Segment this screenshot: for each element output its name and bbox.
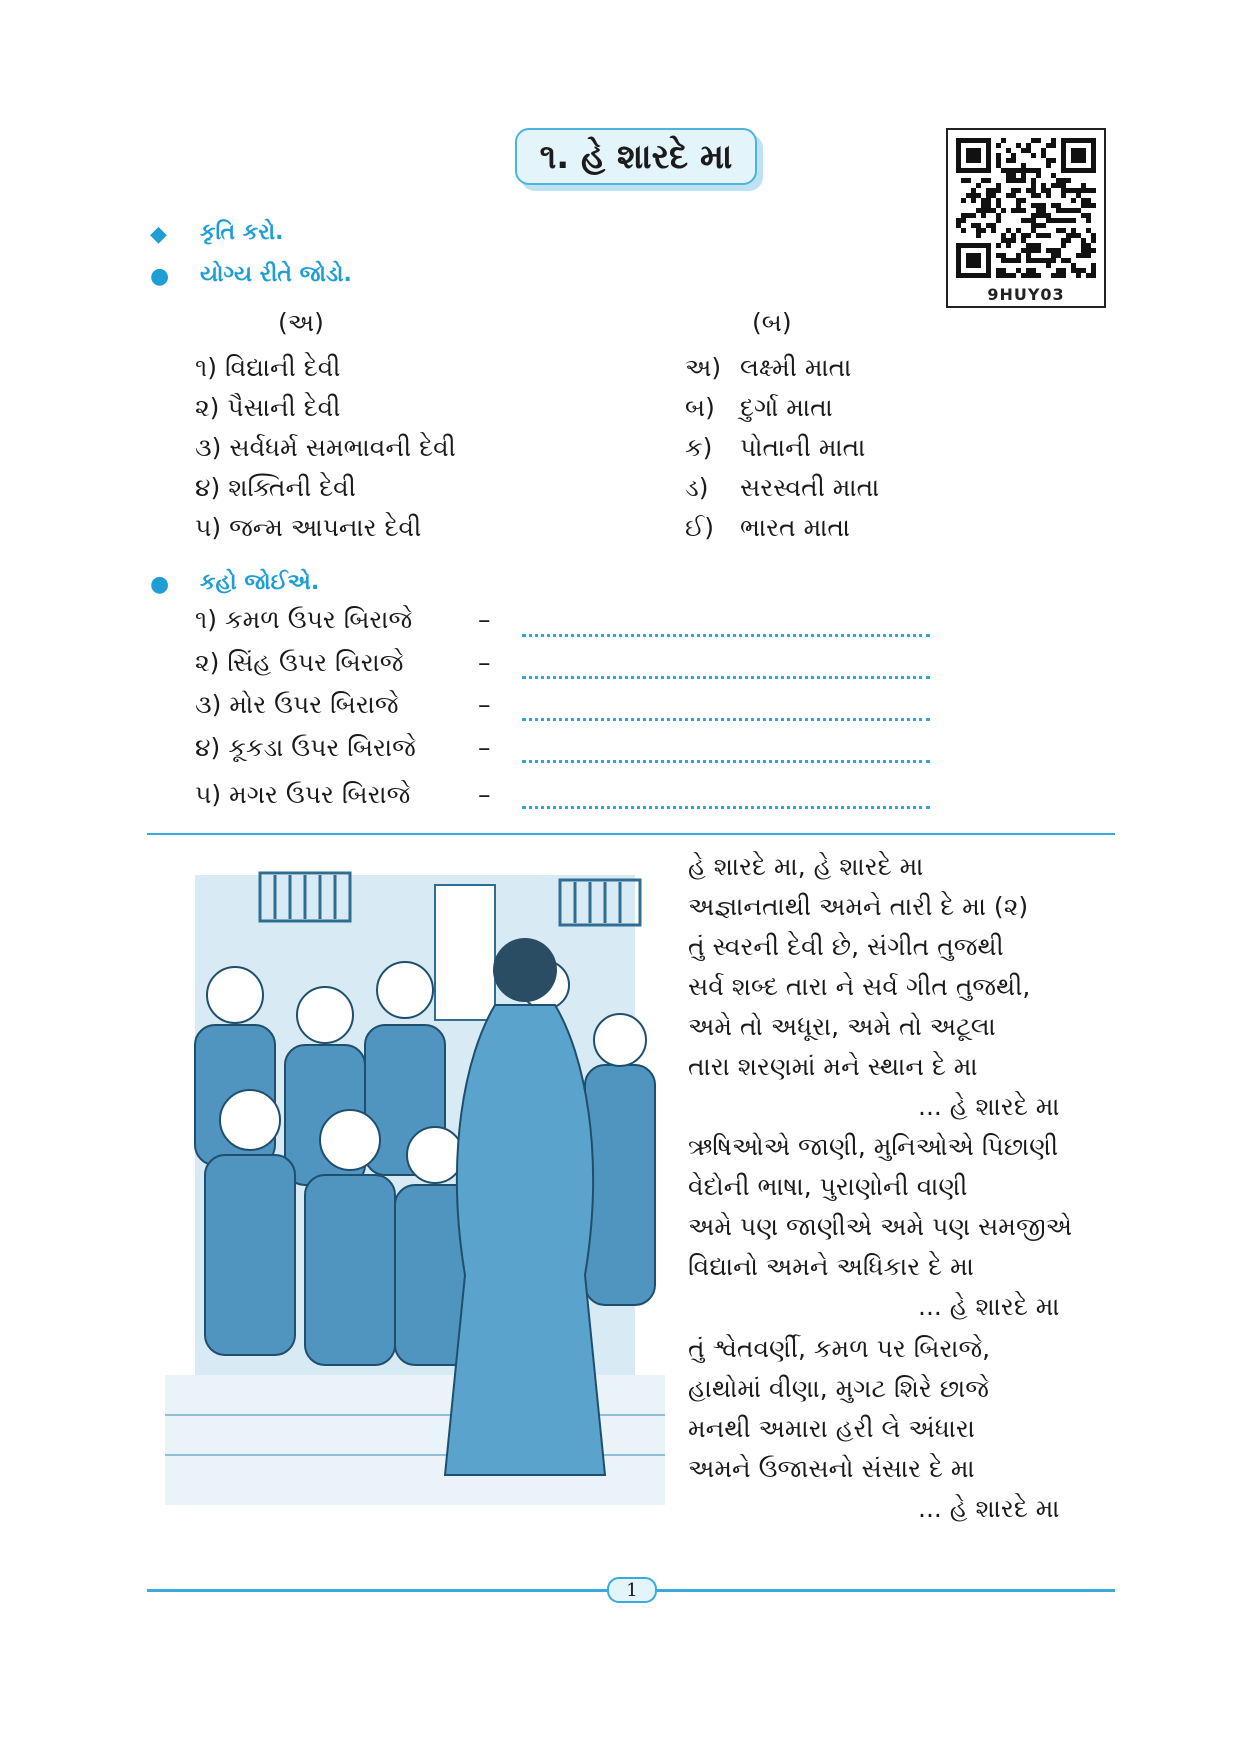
list-item: ૨) સિંહ ઉપર બિરાજે bbox=[195, 648, 404, 677]
poem-refrain: ... હે શારદે મા bbox=[918, 1292, 1060, 1321]
poem-line: વેદોની ભાષા, પુરાણોની વાણી bbox=[688, 1172, 968, 1201]
col-a-header: (અ) bbox=[278, 308, 324, 337]
col-b-header: (બ) bbox=[752, 308, 792, 337]
poem-refrain: ... હે શારદે મા bbox=[918, 1092, 1060, 1121]
dash: – bbox=[478, 605, 491, 634]
activity-heading: કૃતિ કરો. bbox=[200, 220, 284, 245]
qr-code-label: 9HUY03 bbox=[987, 285, 1065, 304]
say-heading: કહો જોઈએ. bbox=[200, 570, 320, 595]
answer-blank[interactable] bbox=[522, 634, 930, 637]
list-item: ૧) કમળ ઉપર બિરાજે bbox=[195, 605, 413, 634]
poem-line: તું સ્વરની દેવી છે, સંગીત તુજથી bbox=[688, 932, 1004, 961]
poem-line: અમને ઉજાસનો સંસાર દે મા bbox=[688, 1454, 975, 1483]
answer-blank[interactable] bbox=[522, 806, 930, 809]
poem-line: તું શ્વેતવર્ણી, કમળ પર બિરાજે, bbox=[688, 1334, 991, 1363]
dash: – bbox=[478, 780, 491, 809]
dot-bullet-icon: ● bbox=[150, 264, 170, 289]
poem-line: હે શારદે મા, હે શારદે મા bbox=[688, 852, 924, 881]
list-item: ૨) પૈસાની દેવી bbox=[195, 393, 341, 422]
list-marker: ડ) bbox=[685, 473, 709, 502]
list-marker: ઈ) bbox=[685, 513, 715, 542]
list-marker: બ) bbox=[685, 393, 715, 422]
dash: – bbox=[478, 690, 491, 719]
page-title bbox=[515, 128, 757, 185]
poem-line: ઋષિઓએ જાણી, મુનિઓએ પિછાણી bbox=[688, 1132, 1059, 1161]
list-item: ૧) વિદ્યાની દેવી bbox=[195, 353, 341, 382]
poem-line: તારા શરણમાં મને સ્થાન દે મા bbox=[688, 1052, 978, 1081]
answer-blank[interactable] bbox=[522, 676, 930, 679]
poem-line: વિદ્યાનો અમને અધિકાર દે મા bbox=[688, 1252, 974, 1281]
poem-line: મનથી અમારા હરી લે અંધારા bbox=[688, 1414, 975, 1443]
poem-line: અજ્ઞાનતાથી અમને તારી દે મા (૨) bbox=[688, 892, 1029, 921]
page-number bbox=[607, 1577, 657, 1603]
list-item: સરસ્વતી માતા bbox=[740, 473, 880, 502]
list-marker: અ) bbox=[685, 353, 722, 382]
list-item: ૪) શક્તિની દેવી bbox=[195, 473, 356, 502]
list-item: ૫) જન્મ આપનાર દેવી bbox=[195, 513, 422, 542]
list-item: ૪) કૂકડા ઉપર બિરાજે bbox=[195, 733, 416, 762]
list-item: ૩) મોર ઉપર બિરાજે bbox=[195, 690, 399, 719]
poem-refrain: ... હે શારદે મા bbox=[918, 1494, 1060, 1523]
qr-code-icon bbox=[956, 138, 1096, 278]
match-heading: યોગ્ય રીતે જોડો. bbox=[200, 262, 352, 287]
footer-rule-right bbox=[657, 1589, 1115, 1592]
list-item: ૫) મગર ઉપર બિરાજે bbox=[195, 780, 411, 809]
dash: – bbox=[478, 733, 491, 762]
answer-blank[interactable] bbox=[522, 718, 930, 721]
poem-line: અમે તો અધૂરા, અમે તો અટૂલા bbox=[688, 1012, 996, 1041]
qr-code bbox=[946, 128, 1106, 308]
list-item: ભારત માતા bbox=[740, 513, 851, 542]
dot-bullet-icon: ● bbox=[150, 572, 170, 597]
footer-rule-left bbox=[147, 1589, 607, 1592]
poem-line: સર્વ શબ્દ તારા ને સર્વ ગીત તુજથી, bbox=[688, 972, 1031, 1001]
page-number-text: 1 bbox=[626, 1579, 638, 1601]
poem-line: હાથોમાં વીણા, મુગટ શિરે છાજે bbox=[688, 1374, 989, 1403]
classroom-illustration bbox=[165, 855, 665, 1505]
list-item: ૩) સર્વધર્મ સમભાવની દેવી bbox=[195, 433, 456, 462]
poem-line: અમે પણ જાણીએ અમે પણ સમજીએ bbox=[688, 1212, 1072, 1241]
list-item: લક્ષ્મી માતા bbox=[740, 353, 852, 382]
page-title-text: ૧. હે શારદે મા bbox=[539, 136, 733, 177]
section-divider bbox=[147, 833, 1115, 835]
list-item: દુર્ગા માતા bbox=[740, 393, 833, 422]
diamond-bullet-icon: ◆ bbox=[150, 222, 167, 247]
answer-blank[interactable] bbox=[522, 760, 930, 763]
dash: – bbox=[478, 648, 491, 677]
list-item: પોતાની માતા bbox=[740, 433, 866, 462]
list-marker: ક) bbox=[685, 433, 713, 462]
